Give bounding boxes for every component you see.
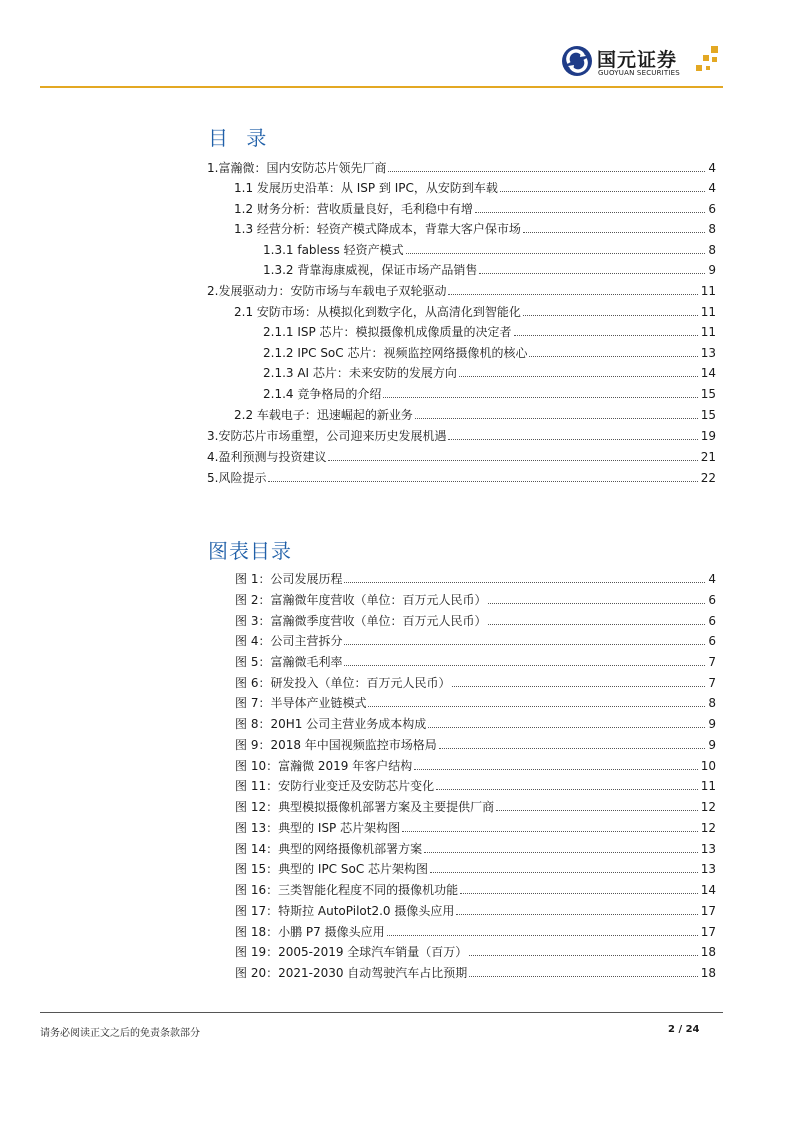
- toc-entry-label: 2.1.3 AI 芯片：未来安防的发展方向: [263, 366, 457, 380]
- figure-entry-label: 图 17：特斯拉 AutoPilot2.0 摄像头应用: [235, 904, 455, 918]
- figure-entry[interactable]: [235, 712, 716, 731]
- toc-entry[interactable]: [263, 320, 716, 339]
- toc-entry-page: 8: [708, 243, 716, 257]
- figure-entry[interactable]: [235, 878, 716, 897]
- figure-entry-page: 13: [700, 842, 716, 856]
- figure-entry-page: 13: [700, 862, 716, 876]
- toc-entry-page: 11: [700, 305, 716, 319]
- toc-entry-page: 9: [708, 263, 716, 277]
- figure-entry-label: 图 12：典型模拟摄像机部署方案及主要提供厂商: [235, 800, 495, 814]
- toc-entry-page: 11: [700, 284, 716, 298]
- guoyuan-logo-icon: [561, 45, 593, 77]
- figure-entry[interactable]: [235, 609, 716, 628]
- leader-dots: [523, 231, 705, 233]
- company-logo: [561, 43, 721, 83]
- leader-dots: [448, 438, 697, 440]
- figure-entry-page: 18: [700, 966, 716, 980]
- toc-entry-page: 6: [708, 202, 716, 216]
- header-divider: [40, 86, 723, 88]
- figure-entry-page: 14: [700, 883, 716, 897]
- toc-entry[interactable]: [263, 361, 716, 380]
- toc-entry[interactable]: [207, 445, 716, 464]
- toc-entry-page: 11: [700, 325, 716, 339]
- toc-entry-label: 2.1.4 竞争格局的介绍: [263, 387, 382, 401]
- toc-entry-label: 2.发展驱动力：安防市场与车载电子双轮驱动: [207, 284, 447, 298]
- toc-entry-page: 19: [700, 429, 716, 443]
- figure-entry[interactable]: [235, 733, 716, 752]
- leader-dots: [402, 830, 698, 832]
- figure-entry[interactable]: [235, 588, 716, 607]
- figures-title: 图表目录: [208, 539, 292, 563]
- figure-entry-label: 图 2：富瀚微年度营收（单位：百万元人民币）: [235, 593, 487, 607]
- figure-entry[interactable]: [235, 795, 716, 814]
- leader-dots: [328, 459, 697, 461]
- leader-dots: [500, 190, 705, 192]
- toc-entry-label: 1.3.2 背靠海康威视，保证市场产品销售: [263, 263, 478, 277]
- figure-entry-page: 12: [700, 821, 716, 835]
- toc-entry[interactable]: [263, 382, 716, 401]
- toc-entry-page: 8: [708, 222, 716, 236]
- leader-dots: [469, 954, 697, 956]
- toc-entry-label: 1.3.1 fabless 轻资产模式: [263, 243, 404, 257]
- page-number: 2 / 24: [668, 1024, 700, 1035]
- figure-entry-label: 图 13：典型的 ISP 芯片架构图: [235, 821, 401, 835]
- leader-dots: [268, 480, 697, 482]
- figure-entry-label: 图 8：20H1 公司主营业务成本构成: [235, 717, 427, 731]
- leader-dots: [529, 355, 697, 357]
- toc-entry[interactable]: [234, 403, 716, 422]
- figure-entry-page: 6: [708, 634, 716, 648]
- figure-entry[interactable]: [235, 754, 716, 773]
- toc-entry[interactable]: [207, 156, 716, 175]
- leader-dots: [424, 851, 698, 853]
- toc-entry-label: 3.安防芯片市场重塑，公司迎来历史发展机遇: [207, 429, 447, 443]
- figure-entry[interactable]: [235, 940, 716, 959]
- toc-entry-label: 1.1 发展历史沿革：从 ISP 到 IPC，从安防到车载: [234, 181, 498, 195]
- figure-entry-label: 图 16：三类智能化程度不同的摄像机功能: [235, 883, 459, 897]
- leader-dots: [475, 211, 705, 213]
- footer-divider: [40, 1012, 723, 1013]
- figure-entry-label: 图 11：安防行业变迁及安防芯片变化: [235, 779, 435, 793]
- figure-entry-label: 图 7：半导体产业链模式: [235, 696, 367, 710]
- leader-dots: [523, 314, 698, 316]
- toc-entry-page: 13: [700, 346, 716, 360]
- figure-entry-label: 图 15：典型的 IPC SoC 芯片架构图: [235, 862, 429, 876]
- figure-entry[interactable]: [235, 567, 716, 586]
- leader-dots: [415, 417, 698, 419]
- figure-entry[interactable]: [235, 920, 716, 939]
- figure-entry[interactable]: [235, 899, 716, 918]
- toc-entry-label: 5.风险提示: [207, 471, 267, 485]
- figure-entry-label: 图 6：研发投入（单位：百万元人民币）: [235, 676, 451, 690]
- figure-entry-label: 图 5：富瀚微毛利率: [235, 655, 343, 669]
- figure-entry[interactable]: [235, 816, 716, 835]
- figure-entry-page: 10: [700, 759, 716, 773]
- figure-entry-page: 9: [708, 738, 716, 752]
- toc-entry-label: 2.1 安防市场：从模拟化到数字化，从高清化到智能化: [234, 305, 521, 319]
- figure-entry-label: 图 19：2005-2019 全球汽车销量（百万）: [235, 945, 468, 959]
- figure-entry-page: 6: [708, 593, 716, 607]
- leader-dots: [344, 581, 705, 583]
- leader-dots: [344, 664, 705, 666]
- leader-dots: [479, 272, 705, 274]
- figure-entry-page: 9: [708, 717, 716, 731]
- figure-entry[interactable]: [235, 837, 716, 856]
- leader-dots: [387, 934, 698, 936]
- figure-entry[interactable]: [235, 671, 716, 690]
- toc-entry-label: 1.富瀚微：国内安防芯片领先厂商: [207, 161, 387, 175]
- leader-dots: [496, 809, 698, 811]
- leader-dots: [383, 396, 697, 398]
- leader-dots: [488, 602, 705, 604]
- logo-english-name: GUOYUAN SECURITIES: [598, 69, 680, 77]
- toc-entry-page: 22: [700, 471, 716, 485]
- figure-entry-label: 图 3：富瀚微季度营收（单位：百万元人民币）: [235, 614, 487, 628]
- toc-entry[interactable]: [234, 217, 716, 236]
- toc-entry-label: 2.1.1 ISP 芯片：模拟摄像机成像质量的决定者: [263, 325, 512, 339]
- toc-entry-page: 4: [708, 181, 716, 195]
- toc-entry[interactable]: [207, 466, 716, 485]
- logo-chinese-name: 国元证券: [597, 49, 678, 71]
- figure-entry-label: 图 14：典型的网络摄像机部署方案: [235, 842, 423, 856]
- leader-dots: [439, 747, 706, 749]
- toc-entry[interactable]: [207, 424, 716, 443]
- figure-entry-page: 6: [708, 614, 716, 628]
- leader-dots: [406, 252, 706, 254]
- figure-entry[interactable]: [235, 857, 716, 876]
- figure-entry[interactable]: [235, 629, 716, 648]
- figure-entry[interactable]: [235, 691, 716, 710]
- figure-entry-page: 7: [708, 676, 716, 690]
- leader-dots: [456, 913, 697, 915]
- toc-entry[interactable]: [234, 197, 716, 216]
- figure-entry[interactable]: [235, 961, 716, 980]
- toc-entry-page: 21: [700, 450, 716, 464]
- figure-entry-label: 图 20：2021-2030 自动驾驶汽车占比预期: [235, 966, 468, 980]
- leader-dots: [344, 643, 705, 645]
- toc-title: 目 录: [208, 126, 273, 150]
- leader-dots: [514, 334, 698, 336]
- leader-dots: [448, 293, 697, 295]
- figure-entry-page: 18: [700, 945, 716, 959]
- figure-entry-page: 8: [708, 696, 716, 710]
- toc-entry[interactable]: [263, 341, 716, 360]
- logo-dots-icon: [694, 46, 720, 74]
- figure-entry-label: 图 10：富瀚微 2019 年客户结构: [235, 759, 413, 773]
- toc-entry-label: 1.2 财务分析：营收质量良好，毛利稳中有增: [234, 202, 473, 216]
- leader-dots: [388, 170, 705, 172]
- leader-dots: [414, 768, 697, 770]
- toc-entry-label: 2.2 车载电子：迅速崛起的新业务: [234, 408, 413, 422]
- figure-entry-page: 7: [708, 655, 716, 669]
- leader-dots: [459, 375, 698, 377]
- figure-entry-label: 图 4：公司主营拆分: [235, 634, 343, 648]
- toc-entry[interactable]: [234, 176, 716, 195]
- figure-entry-page: 17: [700, 904, 716, 918]
- toc-entry-page: 14: [700, 366, 716, 380]
- toc-entry[interactable]: [234, 300, 716, 319]
- leader-dots: [436, 788, 698, 790]
- toc-entry[interactable]: [263, 238, 716, 257]
- figure-entry-page: 17: [700, 925, 716, 939]
- toc-entry[interactable]: [207, 279, 716, 298]
- figure-entry-page: 11: [700, 779, 716, 793]
- toc-entry-label: 2.1.2 IPC SoC 芯片：视频监控网络摄像机的核心: [263, 346, 528, 360]
- leader-dots: [430, 871, 698, 873]
- toc-entry-label: 1.3 经营分析：轻资产模式降成本，背靠大客户保市场: [234, 222, 521, 236]
- figure-entry-label: 图 1：公司发展历程: [235, 572, 343, 586]
- toc-entry-page: 15: [700, 387, 716, 401]
- leader-dots: [452, 685, 705, 687]
- figure-entry-label: 图 18：小鹏 P7 摄像头应用: [235, 925, 385, 939]
- leader-dots: [460, 892, 698, 894]
- leader-dots: [488, 623, 705, 625]
- toc-entry-page: 15: [700, 408, 716, 422]
- figure-entry-page: 12: [700, 800, 716, 814]
- toc-entry-page: 4: [708, 161, 716, 175]
- leader-dots: [368, 705, 705, 707]
- figure-entry[interactable]: [235, 650, 716, 669]
- toc-entry[interactable]: [263, 258, 716, 277]
- figure-entry-page: 4: [708, 572, 716, 586]
- footer-disclaimer: 请务必阅读正文之后的免责条款部分: [40, 1028, 200, 1039]
- leader-dots: [469, 975, 697, 977]
- toc-entry-label: 4.盈利预测与投资建议: [207, 450, 327, 464]
- leader-dots: [428, 726, 705, 728]
- figure-entry-label: 图 9：2018 年中国视频监控市场格局: [235, 738, 437, 752]
- figure-entry[interactable]: [235, 774, 716, 793]
